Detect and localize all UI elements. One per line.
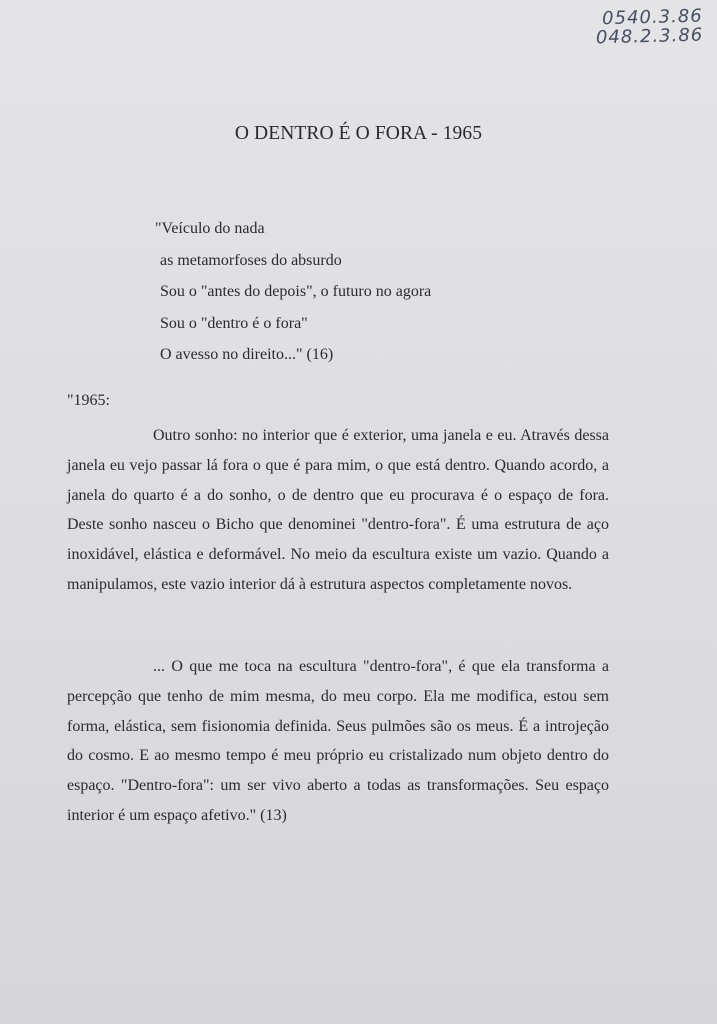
poem-line-5: O avesso no direito..." (16) — [160, 346, 334, 363]
document-title: O DENTRO É O FORA - 1965 — [234, 123, 483, 144]
handwritten-archive-code — [593, 7, 704, 48]
year-label: "1965: — [67, 392, 110, 409]
archive-code-line-1: 0540.3.86 — [601, 5, 704, 30]
poem-line-2: as metamorfoses do absurdo — [160, 251, 342, 269]
poem-line-3: Sou o "antes do depois", o futuro no agora — [160, 283, 432, 300]
archive-code-line-2: 048.2.3.86 — [595, 24, 704, 49]
poem-line-4: Sou o "dentro é o fora" — [160, 314, 308, 332]
poem-quote — [155, 213, 515, 371]
paragraph-1: Outro sonho: no interior que é exterior, uma janela e eu. Através dessa janela eu vejo passar lá fora o que é para mim, o que está dentro. Quando acordo, a janela do quarto é a do sonho, o de dentro que eu procurava é o espaço de fora. Deste sonho nasceu o Bicho que denominei "dentro-fora". É uma estrutura de aço inoxidável, elástica e deformável. No meio da escultura existe um vazio. Quando a manipulamos, este vazio interior dá à estrutura aspectos completamente novos. — [67, 427, 609, 593]
poem-line-1: "Veículo do nada — [155, 220, 265, 237]
paragraph-2: ... O que me toca na escultura "dentro-fora", é que ela transforma a percepção que tenho de mim mesma, do meu corpo. Ela me modifica, estou sem forma, elástica, sem fisionomia definida. Seus pulmões são os meus. É a introjeção do cosmo. E ao mesmo tempo é meu próprio eu cristalizado num objeto dentro do espaço. "Dentro-fora": um ser vivo aberto a todas as transformações. Seu espaço interior é um espaço afetivo." (13) — [67, 658, 609, 824]
